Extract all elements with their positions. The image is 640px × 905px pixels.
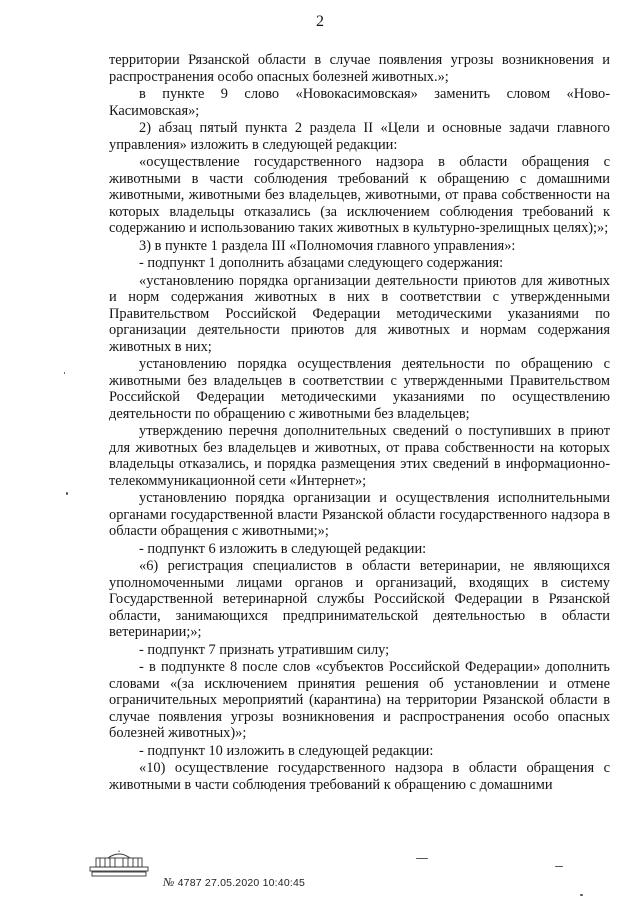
paragraph: установлению порядка организации и осуществления исполнительными органами государственной власти Рязанской области государственного надзора в области обращения с животными;»; bbox=[109, 490, 610, 539]
scan-speck bbox=[580, 894, 583, 896]
paragraph: - подпункт 10 изложить в следующей редакции: bbox=[139, 742, 434, 759]
paragraph: - подпункт 7 признать утратившим силу; bbox=[139, 641, 390, 658]
number-sign: № bbox=[163, 875, 175, 889]
registration-stamp bbox=[163, 874, 305, 892]
scan-speck bbox=[416, 858, 428, 859]
paragraph: «установлению порядка организации деятельности приютов для животных и норм содержания животных в них в соответствии с утвержденными Правительством Российской Федерации методическими указаниями по организации деятельности приютов для животных и нормам содержания животных в них; bbox=[109, 272, 610, 355]
paragraph: - подпункт 6 изложить в следующей редакции: bbox=[139, 540, 427, 557]
paragraph: «осуществление государственного надзора в области обращения с животными в части соблюдения требований к обращению с домашними животными, животными без владельцев, животными, от права собственности на которых владельцы отказались (за исключением соблюдения требований к содержанию и использованию таких животных в культурно-зрелищных целях);»; bbox=[109, 154, 610, 236]
paragraph: 2) абзац пятый пункта 2 раздела II «Цели и основные задачи главного управления» изложить в следующей редакции: bbox=[109, 120, 610, 153]
scan-speck bbox=[64, 372, 65, 374]
paragraph: территории Рязанской области в случае появления угрозы возникновения и распространения особо опасных болезней животных.»; bbox=[109, 52, 610, 85]
paragraph: 3) в пункте 1 раздела III «Полномочия главного управления»: bbox=[139, 237, 516, 254]
paragraph: «10) осуществление государственного надзора в области обращения с животными в части соблюдения требований к обращению с домашними bbox=[109, 760, 610, 793]
paragraph: установлению порядка осуществления деятельности по обращению с животными без владельцев в соответствии с утвержденными Правительством Российской Федерации методическими указаниями по осуществлению деятельности по обращению с животными без владельцев; bbox=[109, 356, 610, 422]
registry-building-logo bbox=[88, 850, 150, 878]
document-body bbox=[109, 52, 610, 793]
page-number: 2 bbox=[316, 13, 324, 30]
paragraph: - в подпункте 8 после слов «субъектов Российской Федерации» дополнить словами «(за исключением принятия решения об установлении и отмене ограничительных мероприятий (карантина) на территории Рязанской области в случае появления угрозы возникновения и распространения особо опасных болезней животных)»; bbox=[109, 659, 610, 741]
paragraph: утверждению перечня дополнительных сведений о поступивших в приют для животных без владельцев и животных, от права собственности на которых владельцы отказались, и порядка размещения этих сведений в информационно-телекоммуникационной сети «Интернет»; bbox=[109, 423, 610, 489]
scan-speck bbox=[66, 492, 68, 495]
registration-number-date: 4787 27.05.2020 10:40:45 bbox=[177, 877, 306, 889]
paragraph: в пункте 9 слово «Новокасимовская» заменить словом «Ново-Касимовская»; bbox=[109, 86, 610, 119]
scan-speck bbox=[555, 866, 563, 867]
paragraph: «6) регистрация специалистов в области ветеринарии, не являющихся уполномоченными лицами органов и организаций, входящих в систему Государственной ветеринарной службы Российской Федерации в Рязанской области, занимающихся предпринимательской деятельностью в области ветеринарии;»; bbox=[109, 558, 610, 640]
paragraph: - подпункт 1 дополнить абзацами следующего содержания: bbox=[139, 255, 504, 271]
